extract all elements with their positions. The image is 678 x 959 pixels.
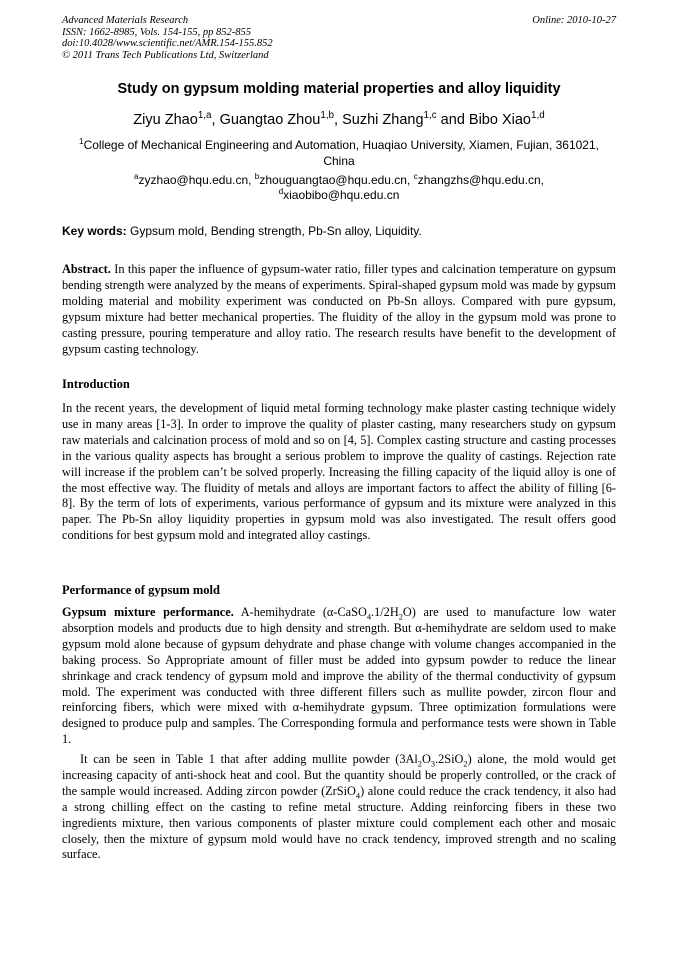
issn-line: ISSN: 1662-8985, Vols. 154-155, pp 852-855 bbox=[62, 26, 251, 38]
subscript: 2 bbox=[417, 759, 422, 769]
affiliation bbox=[62, 137, 616, 169]
author-separator: , bbox=[334, 112, 343, 128]
paragraph-text: ) alone, the mold would get increasing capacity of anti-shock heat and cool. But the quantity should be properly controlled, or the crack of the sample would increased. Adding zircon powder (ZrSiO bbox=[62, 752, 616, 798]
email-address[interactable]: zyzhao@hqu.edu.cn bbox=[138, 173, 249, 187]
online-date: Online: 2010-10-27 bbox=[532, 15, 616, 26]
author-affil-mark: 1,b bbox=[320, 110, 335, 122]
author-affil-mark: 1,c bbox=[423, 110, 437, 122]
performance-paragraph-1 bbox=[62, 605, 616, 748]
author-and: and bbox=[436, 112, 469, 128]
paragraph-text: .1/2H bbox=[371, 605, 399, 619]
email-address[interactable]: zhangzhs@hqu.edu.cn bbox=[417, 173, 541, 187]
subscript: 2 bbox=[463, 759, 468, 769]
paragraph-text: It can be seen in Table 1 that after adding mullite powder (3Al bbox=[80, 752, 418, 766]
abstract bbox=[62, 262, 616, 357]
author-separator: , bbox=[211, 112, 220, 128]
keywords bbox=[62, 224, 616, 238]
abstract-text: In this paper the influence of gypsum-water ratio, filler types and calcination temperature on gypsum bending strength were analyzed by the means of experiments. Spiral-shaped gypsum mold was made by gypsum molding material and mobility experiment was conducted on Pb-Sn alloys. Compared with pure gypsum, gypsum mixture had better mechanical properties. The fluidity of the alloy in the gypsum mold was prone to casting pressure, pouring temperature and alloy ratio. The research results have benefit to the development of gypsum casting technology. bbox=[62, 262, 616, 356]
subscript: 4 bbox=[366, 612, 372, 622]
subsection-label: Gypsum mixture performance. bbox=[62, 605, 234, 619]
author-affil-mark: 1,d bbox=[530, 110, 545, 122]
author-affil-mark: 1,a bbox=[197, 110, 212, 122]
paragraph-text: O bbox=[421, 752, 431, 766]
email-address[interactable]: xiaobibo@hqu.edu.cn bbox=[283, 188, 400, 202]
paper-title: Study on gypsum molding material properties and alloy liquidity bbox=[117, 81, 561, 97]
affiliation-country: China bbox=[323, 154, 355, 168]
keywords-text: Gypsum mold, Bending strength, Pb-Sn alloy, Liquidity. bbox=[126, 224, 422, 238]
doi-line[interactable]: doi:10.4028/www.scientific.net/AMR.154-155.852 bbox=[62, 38, 273, 49]
email-mark: b bbox=[254, 172, 260, 181]
affiliation-line: College of Mechanical Engineering and Automation, Huaqiao University, Xiamen, Fujian, 361021, bbox=[83, 138, 599, 152]
journal-name: Advanced Materials Research bbox=[62, 15, 189, 26]
author-list bbox=[62, 112, 616, 128]
email-list: $^a$zyzhao@hqu.edu.cn, $^b$zhouguangtao@hqu.edu.cn, $^c$zhangzhs@hqu.edu.cn, $^d$xiaobibo@hqu.edu.cn bbox=[133, 172, 545, 202]
introduction-heading: Introduction bbox=[62, 377, 130, 391]
subscript: 2 bbox=[398, 612, 403, 622]
subscript: 4 bbox=[355, 791, 361, 801]
email-address[interactable]: zhouguangtao@hqu.edu.cn bbox=[259, 173, 407, 187]
affiliation-mark: 1 bbox=[79, 137, 84, 146]
subscript: 3 bbox=[430, 759, 436, 769]
email-mark: d bbox=[278, 187, 284, 196]
author-name: Suzhi Zhang bbox=[342, 112, 424, 128]
paragraph-text: .2SiO bbox=[435, 752, 464, 766]
performance-heading: Performance of gypsum mold bbox=[62, 583, 220, 597]
performance-paragraph-2 bbox=[62, 752, 616, 863]
paragraph-text: A-hemihydrate (α-CaSO bbox=[233, 605, 367, 619]
author-name: Guangtao Zhou bbox=[219, 112, 321, 128]
introduction-text: In the recent years, the development of liquid metal forming technology make plaster casting technique widely use in many areas [1-3]. In order to improve the quality of plaster casting, many researchers study on gypsum raw materials and calcination process of mold and so on [4, 5]. Complex casting structure and casting processes in the various quality aspects has brought a serious problem to improve the quality of castings. Rejection rate will increase if the problem can’t be solved properly. Increasing the filling capacity of the liquid alloy is one of the most effective way. The fluidity of metals and alloys are important factors to affect the ability of filling [6-8]. By the term of lots of experiments, various performance of gypsum and its mixture were analyzed in this paper. The Pb-Sn alloy liquidity properties in gypsum mold was also investigated. The result offers good conditions for best gypsum mold and integrated alloy castings. bbox=[62, 401, 616, 543]
keywords-label: Key words: bbox=[62, 224, 127, 238]
paragraph-text: O) are used to manufacture low water absorption models and products due to high density and strength. But α-hemihydrate are seldom used to make gypsum mold alone because of gypsum dehydrate and phase change with volume changes accompanied in the baking process. So Appropriate amount of filler must be added into gypsum powder to reduce the linear shrinkage and crack tendency of gypsum mold and improve the ability of the thermal conductivity of gypsum mold. The experiment was conducted with three different fillers such as mullite powder, zircon flour and reinforcing fibers, which were mixed with α-hemihydrate gypsum. Three optimization formulations were designed to produce pulp and samples. The Corresponding formula and performance tests were shown in Table 1. bbox=[62, 605, 617, 747]
email-mark: a bbox=[133, 172, 139, 181]
journal-header bbox=[62, 15, 616, 61]
author-name: Ziyu Zhao bbox=[133, 112, 198, 128]
paragraph-text: ) alone could reduce the crack tendency, it also had a strong chilling effect on the casting to refine metal structure. Adding reinforcing fibers in these two ingredients mixture, then various components of plaster mixture could complement each other and mosaic closely, then the mixture of gypsum mold would have no crack tendency, improved strength and no scaling surface. bbox=[62, 783, 616, 862]
abstract-label: Abstract. bbox=[62, 262, 111, 276]
author-name: Bibo Xiao bbox=[468, 112, 531, 128]
email-mark: c bbox=[413, 172, 418, 181]
copyright-line: © 2011 Trans Tech Publications Ltd, Switzerland bbox=[62, 49, 269, 61]
